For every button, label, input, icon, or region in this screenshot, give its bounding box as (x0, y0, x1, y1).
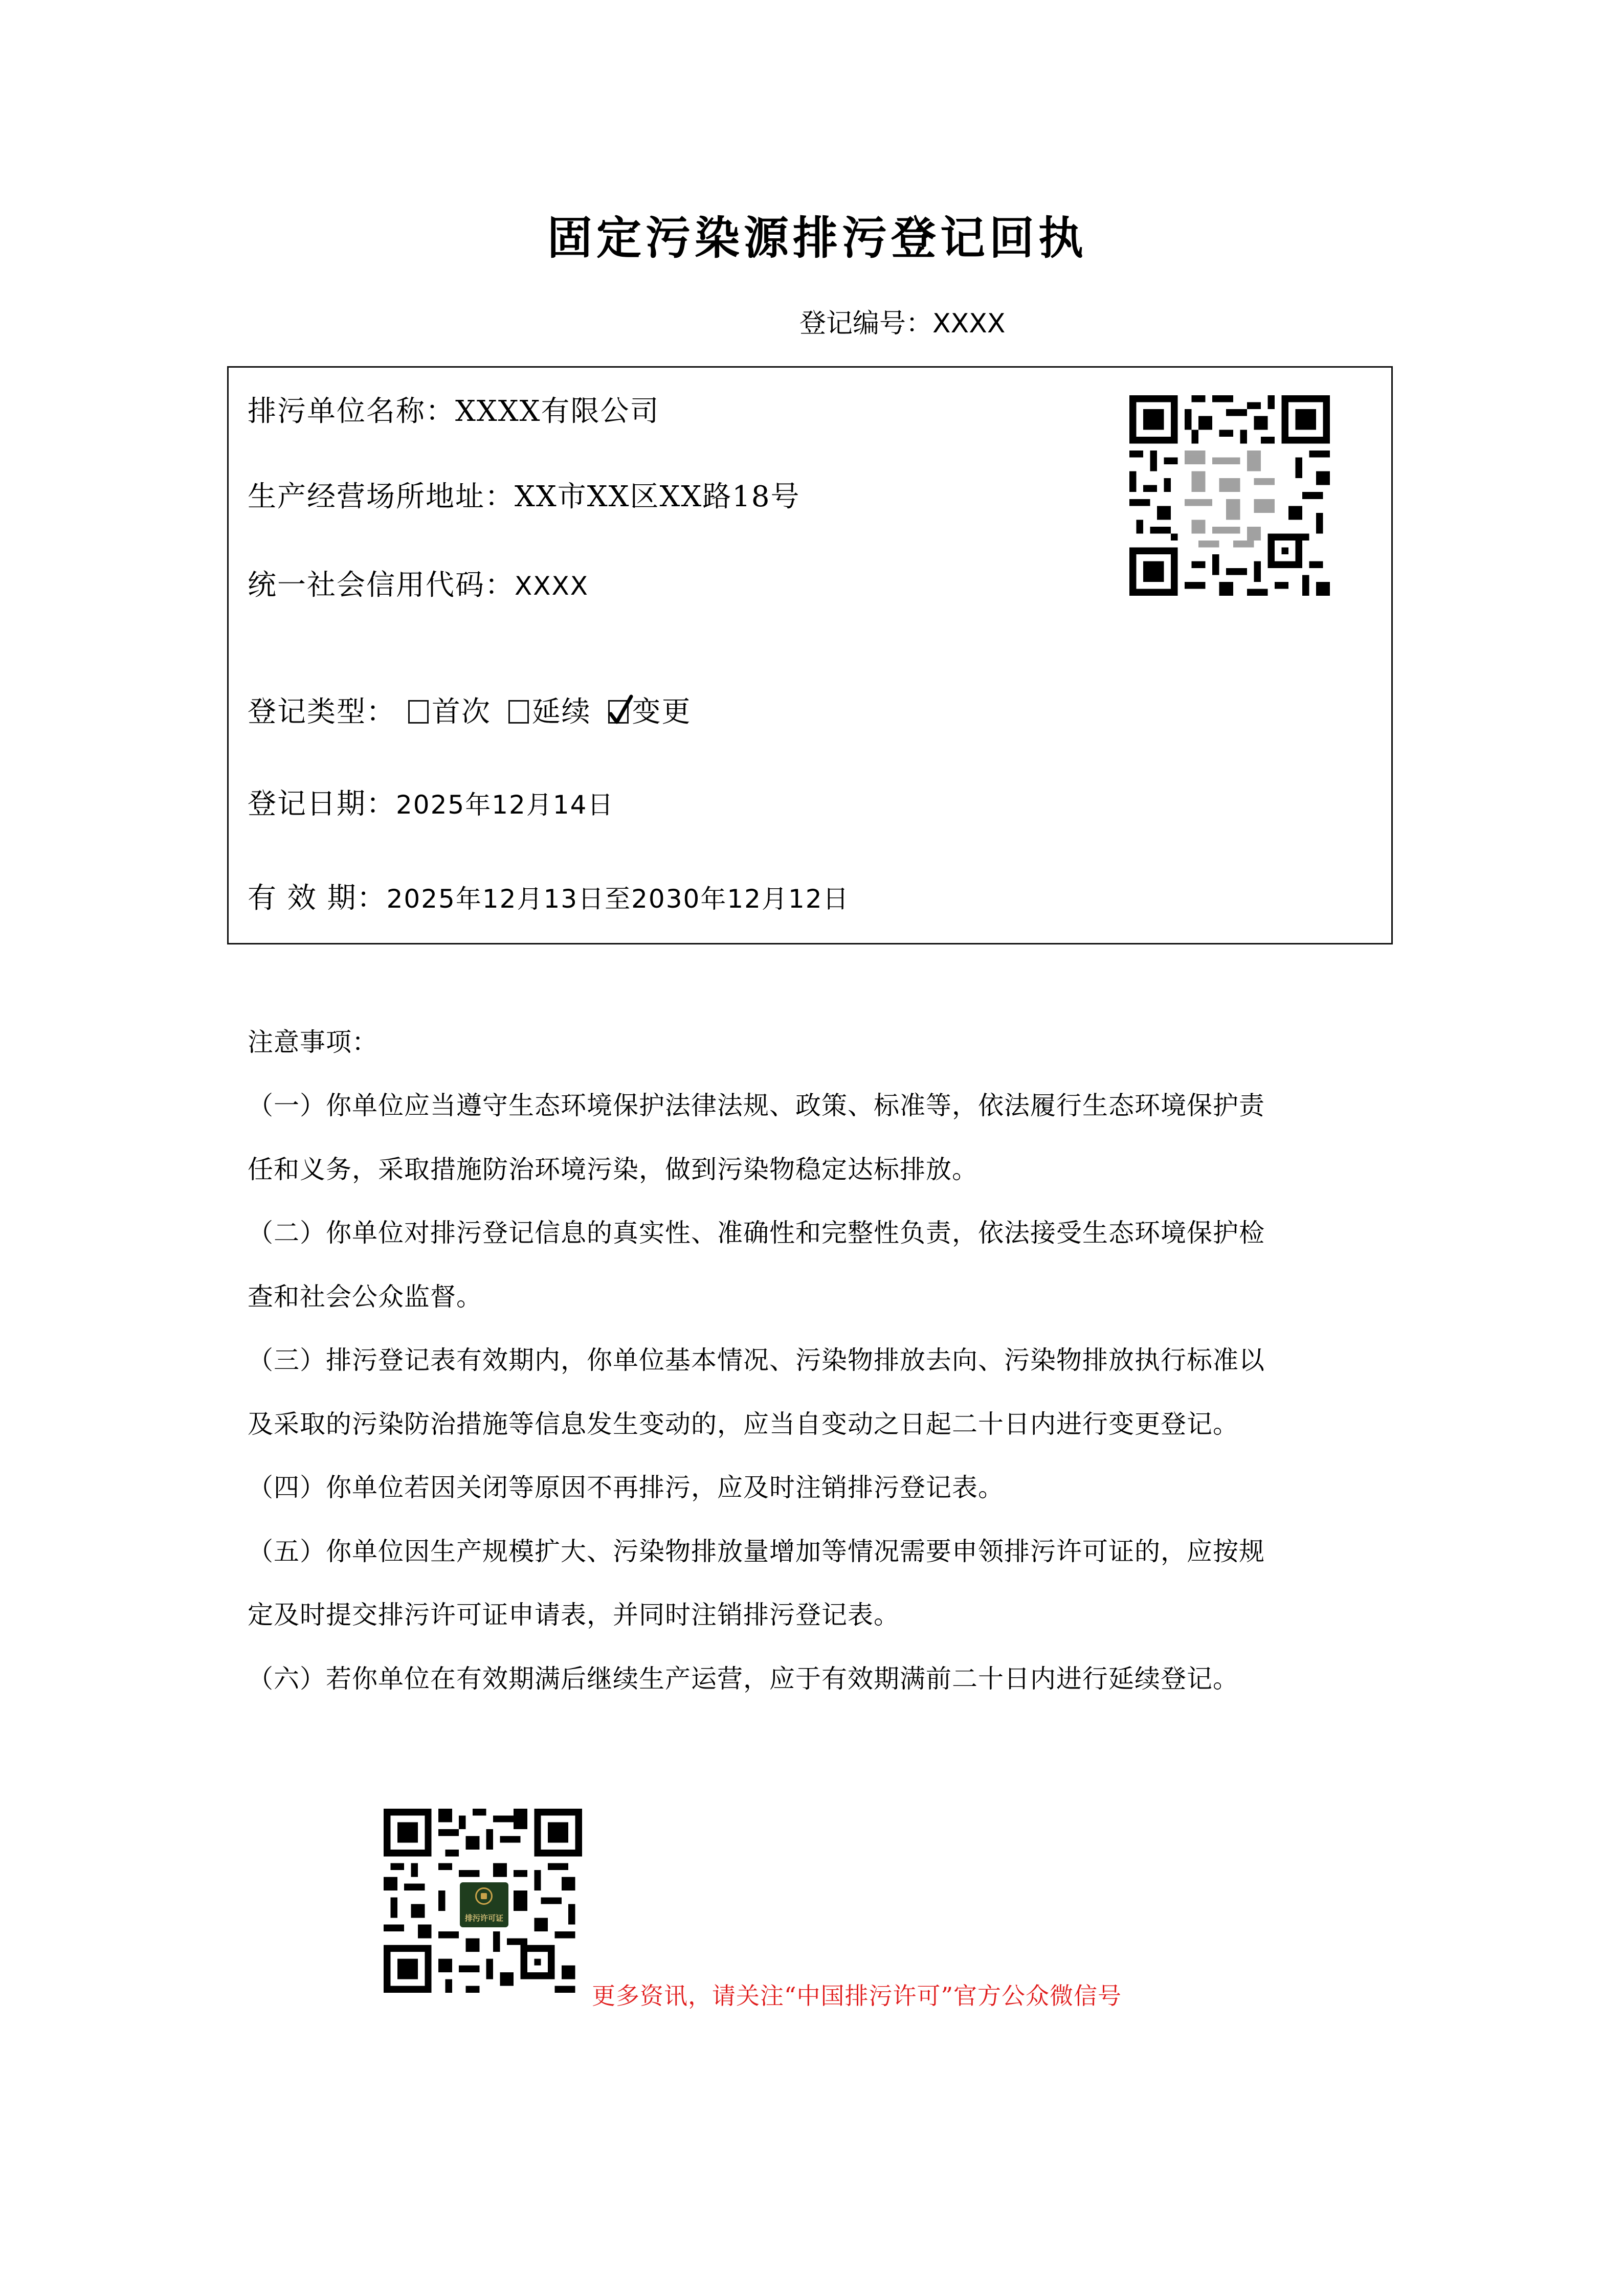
registration-date-label: 登记日期： (248, 787, 396, 821)
permit-logo (458, 1880, 510, 1929)
page-title: 固定污染源排污登记回执 (547, 211, 1088, 264)
unit-name-field (248, 396, 659, 427)
notes-line: （五）你单位因生产规模扩大、污染物排放量增加等情况需要申领排污许可证的，应按规 (248, 1537, 1265, 1566)
permit-logo-text: 排污许可证 (464, 1914, 503, 1923)
registration-number-value: XXXX (932, 308, 1006, 339)
validity-label: 有 效 期： (248, 882, 387, 915)
checkbox-first-time[interactable] (408, 700, 429, 724)
wechat-promo-text: 更多资讯，请关注“中国排污许可”官方公众微信号 (592, 1982, 1122, 2010)
notes-line: （六）若你单位在有效期满后继续生产运营，应于有效期满前二十日内进行延续登记。 (248, 1664, 1239, 1694)
notes-line: 定及时提交排污许可证申请表，并同时注销排污登记表。 (248, 1600, 900, 1630)
address-value: XX市XX区XX路18号 (515, 480, 800, 513)
notes-line: 及采取的污染防治措施等信息发生变动的，应当自变动之日起二十日内进行变更登记。 (248, 1409, 1239, 1439)
registration-qr-code-icon (1129, 395, 1330, 596)
registration-number-label: 登记编号： (799, 308, 933, 339)
checkbox-renewal[interactable] (508, 700, 529, 724)
registration-date-value: 2025年12月14日 (396, 790, 614, 820)
unit-name-value: XXXX有限公司 (455, 395, 660, 428)
notes-line: 任和义务，采取措施防治环境污染，做到污染物稳定达标排放。 (248, 1155, 978, 1184)
national-emblem-icon (475, 1887, 493, 1905)
credit-code-label: 统一社会信用代码： (248, 569, 515, 602)
credit-code-field (248, 570, 589, 601)
notes-line: （三）排污登记表有效期内，你单位基本情况、污染物排放去向、污染物排放执行标准以 (248, 1345, 1265, 1375)
registration-type-field (248, 697, 696, 728)
notes-heading: 注意事项： (248, 1027, 378, 1057)
option-renewal-label: 延续 (531, 695, 591, 729)
credit-code-value: XXXX (515, 571, 589, 601)
address-field (248, 482, 800, 512)
registration-number (799, 306, 1006, 342)
notes-line: （二）你单位对排污登记信息的真实性、准确性和完整性负责，依法接受生态环境保护检 (248, 1218, 1265, 1248)
address-label: 生产经营场所地址： (248, 480, 515, 513)
registration-date-field (248, 789, 614, 820)
validity-value: 2025年12月13日至2030年12月12日 (386, 884, 850, 914)
wechat-qr-code-icon (384, 1809, 582, 1993)
registration-type-label: 登记类型： (248, 695, 396, 729)
notes-line: 查和社会公众监督。 (248, 1282, 482, 1312)
checkmark-icon (609, 694, 633, 726)
option-change-label: 变更 (632, 695, 692, 729)
option-first-time-label: 首次 (431, 695, 491, 729)
unit-name-label: 排污单位名称： (248, 395, 455, 428)
notes-line: （四）你单位若因关闭等原因不再排污，应及时注销排污登记表。 (248, 1473, 1004, 1502)
checkbox-change[interactable] (608, 700, 629, 724)
notes-line: （一）你单位应当遵守生态环境保护法律法规、政策、标准等，依法履行生态环境保护责 (248, 1091, 1265, 1120)
validity-field (248, 883, 850, 914)
